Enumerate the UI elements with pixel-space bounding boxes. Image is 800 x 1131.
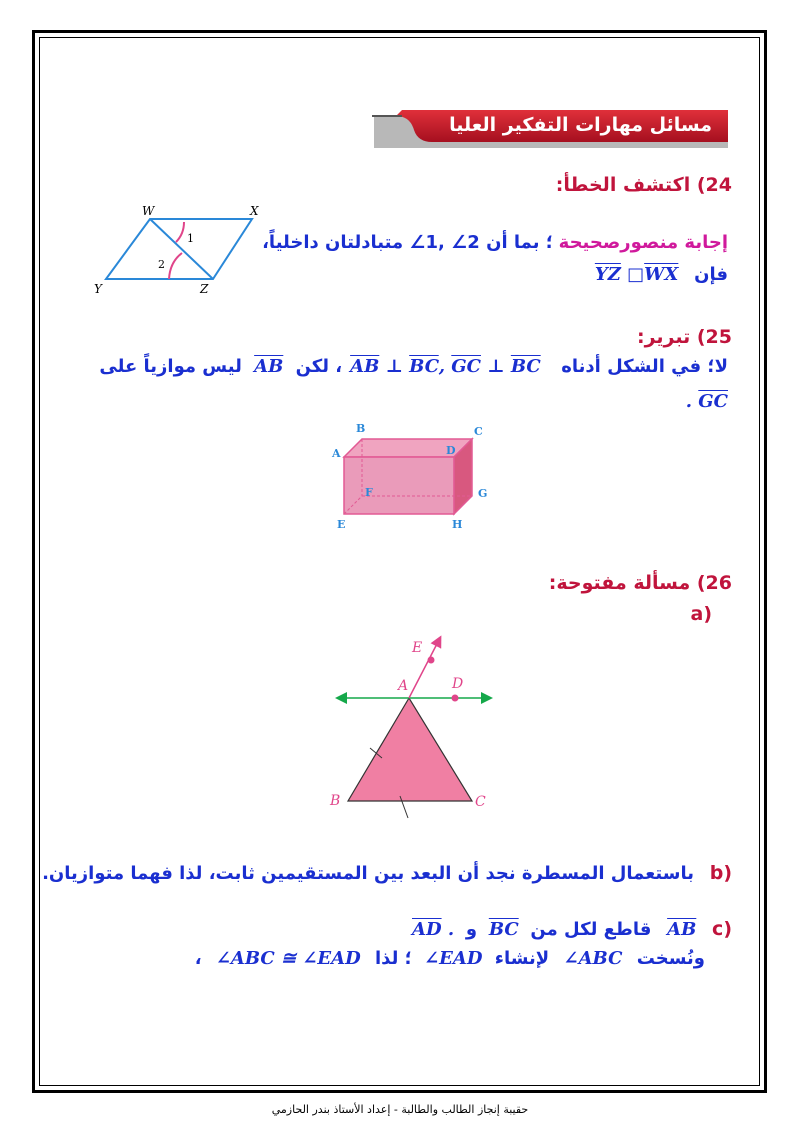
to-construct: لإنشاء: [494, 948, 550, 969]
q24-then: فإن: [694, 264, 728, 285]
so-word: ؛ لذا: [375, 948, 412, 969]
trail-comma: ،: [194, 948, 202, 969]
banner-title: مسائل مهارات التفكير العليا: [449, 114, 712, 136]
tri-label-e: E: [412, 640, 423, 656]
q25-heading: [637, 326, 732, 348]
line-ad-text: $\overline{AD}$: [412, 919, 442, 940]
seg-bc: $\overline{BC}$: [510, 356, 541, 377]
and-word: و: [465, 919, 478, 940]
part-c-label: (c: [712, 918, 732, 940]
tri-label-b: B: [330, 793, 341, 809]
label-x: X: [250, 204, 259, 218]
part-b-text: باستعمال المسطرة نجد أن البعد بين المستقيمين ثابت، لذا فهما متوازيان.: [42, 863, 694, 884]
q26-part-c-line1: [412, 918, 732, 940]
q25-but: ، لكن: [295, 356, 343, 377]
tri-label-a: A: [398, 678, 409, 694]
point-d: [452, 695, 459, 702]
q25-number: 25): [696, 326, 732, 348]
q25-title: تبرير:: [636, 326, 691, 348]
q25-line1-start: لا؛ في الشكل أدناه: [561, 356, 728, 377]
q25-line1: [99, 356, 728, 377]
section-banner: [372, 106, 730, 148]
perp-symbol: ⊥: [385, 356, 403, 377]
tri-label-d: D: [452, 676, 464, 692]
page-footer: حقيبة إنجاز الطالب والطالبة - إعداد الأستاذ بندر الحازمي: [271, 1103, 529, 1116]
parallel-glyph: □: [627, 264, 645, 285]
point-e: [428, 657, 435, 664]
angle-arc-1: [176, 222, 184, 242]
prism-label-b: B: [356, 422, 366, 435]
q24-heading: [556, 174, 732, 196]
seg-wx: $\overline{WX}$: [644, 264, 679, 285]
q25-not-parallel: ليس موازياً على: [99, 356, 242, 377]
prism-label-h: H: [452, 518, 463, 531]
prism-label-g: G: [478, 487, 488, 500]
seg-gc: $\overline{GC}$: [451, 356, 481, 377]
q26-part-b: [42, 862, 732, 884]
label-angle-1: 1: [187, 232, 194, 245]
prism-label-f: F: [365, 486, 373, 499]
tri-label-c: C: [475, 794, 486, 810]
q26-part-a: (a: [690, 603, 712, 625]
seg-ab: $\overline{AB}$: [254, 356, 284, 377]
end-dot: .: [685, 391, 693, 412]
seg-bc: $\overline{BC}$: [409, 356, 439, 377]
triangle-abc: [348, 698, 472, 801]
prism-label-c: C: [474, 425, 483, 438]
q26-number: 26): [696, 572, 732, 594]
label-w: W: [142, 204, 155, 218]
q24-parallelogram-figure: [90, 200, 280, 295]
perp-symbol: ⊥: [487, 356, 505, 377]
q26-triangle-figure: [320, 630, 505, 825]
q24-answer-name: إجابة منصورصحيحة: [558, 232, 728, 253]
label-angle-2: 2: [158, 258, 165, 271]
q26-title: مسألة مفتوحة:: [548, 572, 691, 594]
ray-ab: $\overline{AB}$: [667, 919, 697, 940]
q26-heading: [549, 572, 732, 594]
q26-part-c-line2: [195, 948, 705, 969]
part-b-label: (b: [709, 862, 732, 884]
comma: ,: [438, 356, 445, 377]
q25-line2: [686, 391, 728, 412]
prism-front-face: [344, 457, 454, 514]
q24-answer-rest: ؛ بما أن 2∠ ,1∠ متبادلتان داخلياً،: [262, 232, 553, 253]
q24-answer-line2: [595, 264, 728, 285]
q25-prism-figure: [325, 418, 500, 538]
seg-ab: $\overline{AB}$: [350, 356, 380, 377]
congruence-statement: ∠ABC ≅ ∠EAD: [215, 948, 361, 969]
seg-gc: $\overline{GC}$: [698, 391, 728, 412]
q24-title: اكتشف الخطأ:: [555, 174, 691, 196]
label-y: Y: [94, 282, 102, 295]
angle-arc-2: [169, 253, 182, 279]
q24-answer-line1: [262, 232, 728, 253]
q24-number: 24): [696, 174, 732, 196]
line-bc: $\overline{BC}$: [488, 919, 519, 940]
seg-yz: $\overline{YZ}$: [594, 264, 621, 285]
angle-ead: ∠EAD: [424, 948, 483, 969]
prism-label-e: E: [337, 518, 346, 531]
parallelogram: [106, 219, 252, 279]
copy-word: ونُسخت: [636, 948, 705, 969]
part-c-mid: قاطع لكل من: [530, 919, 652, 940]
prism-label-a: A: [332, 447, 341, 460]
end-dot: .: [447, 919, 455, 940]
angle-abc: ∠ABC: [563, 948, 623, 969]
label-z: Z: [200, 282, 209, 295]
prism-label-d: D: [446, 444, 456, 457]
